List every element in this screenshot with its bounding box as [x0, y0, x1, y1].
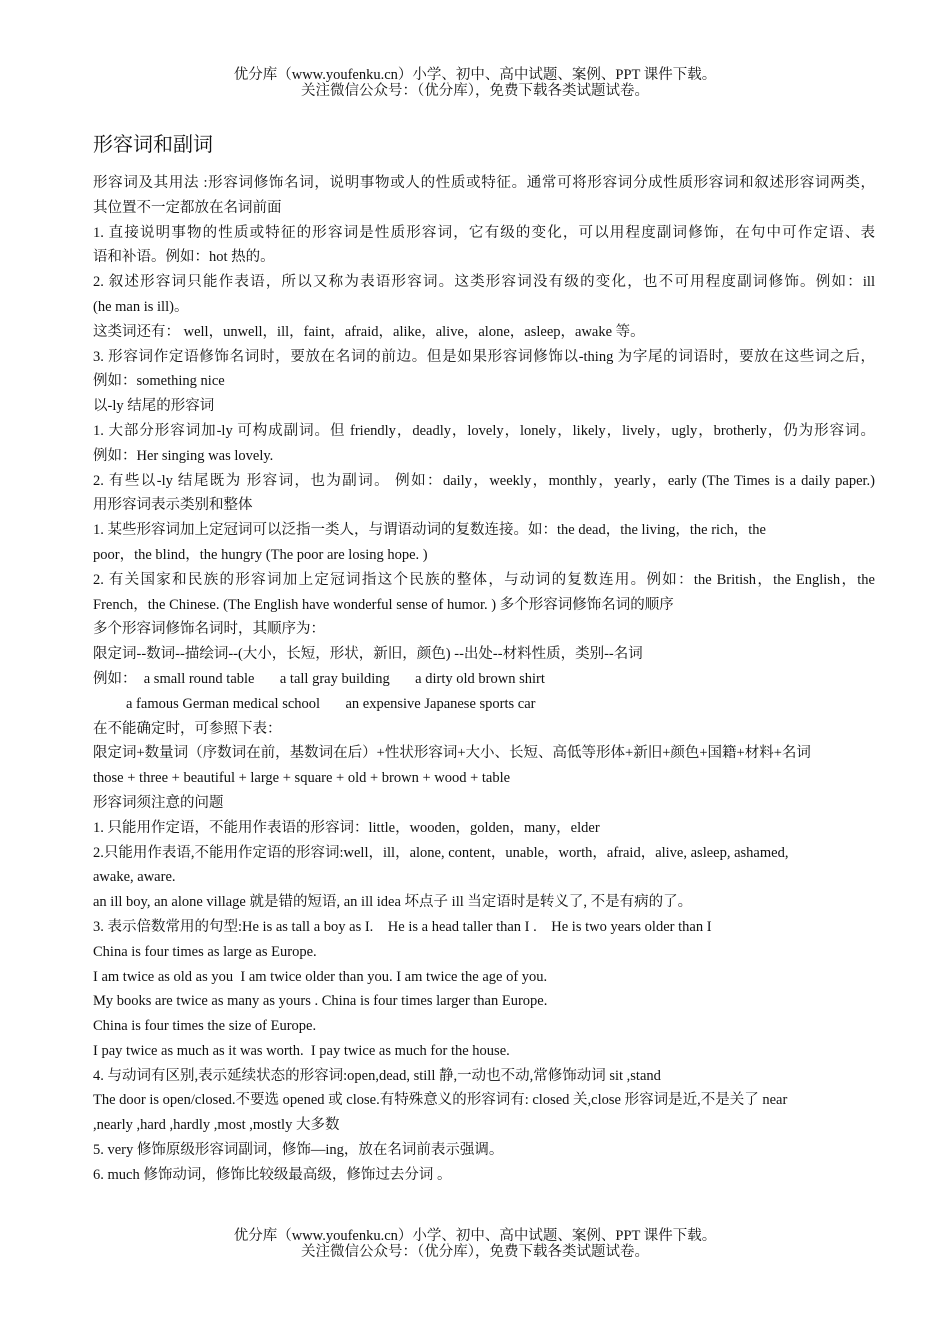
footer-line-1: 优分库（www.youfenku.cn）小学、初中、高中试题、案例、PPT 课件下载。: [233, 1228, 717, 1244]
text-line: I am twice as old as you I am twice older than you. I am twice the age of you.: [93, 968, 548, 985]
text-line: 1. 大部分形容词加-ly 可构成副词。但 friendly，deadly，lovely，lonely，likely，lively，ugly，brotherly，仍为形容词。: [93, 422, 875, 439]
example-line: a famous German medical school an expensive Japanese sports car: [126, 695, 536, 712]
text-line: 2. 有关国家和民族的形容词加上定冠词指这个民族的整体，与动词的复数连用。例如：the British，the English，the: [93, 571, 875, 588]
text-line: an ill boy, an alone village 就是错的短语, an ill idea 坏点子 ill 当定语时是转义了, 不是有病的了。: [93, 894, 693, 911]
text-line: 其位置不一定都放在名词前面: [93, 199, 282, 216]
text-line: I pay twice as much as it was worth. I pay twice as much for the house.: [93, 1042, 510, 1059]
document-body: [93, 171, 875, 1188]
text-line: 这类词还有： well，unwell，ill，faint，afraid，alike，alive，alone，asleep，awake 等。: [93, 323, 645, 340]
section-heading: 用形容词表示类别和整体: [93, 497, 253, 514]
text-line: 3. 形容词作定语修饰名词时，要放在名词的前边。但是如果形容词修饰以-thing 为字尾的词语时，要放在这些词之后，: [93, 348, 875, 365]
text-line: 限定词--数词--描绘词--(大小，长短，形状，新旧，颜色) --出处--材料性质，类别--名词: [93, 646, 643, 663]
header-line-1: 优分库（www.youfenku.cn）小学、初中、高中试题、案例、PPT 课件下载。: [233, 67, 717, 83]
text-line: 1. 某些形容词加上定冠词可以泛指一类人，与谓语动词的复数连接。如：the dead，the living，the rich，the: [93, 522, 766, 539]
text-line: China is four times the size of Europe.: [93, 1018, 317, 1035]
text-line: 4. 与动词有区别,表示延续状态的形容词:open,dead, still 静,一动也不动,常修饰动词 sit ,stand: [93, 1067, 661, 1084]
section-heading: 以-ly 结尾的形容词: [93, 398, 215, 415]
text-line: 2. 叙述形容词只能作表语，所以又称为表语形容词。这类形容词没有级的变化，也不可用程度副词修饰。例如：ill: [93, 274, 875, 291]
footer-line-2: 关注微信公众号：（优分库），免费下载各类试题试卷。: [301, 1244, 649, 1260]
header-line-2: 关注微信公众号：（优分库），免费下载各类试题试卷。: [301, 83, 649, 99]
text-line: 在不能确定时，可参照下表：: [93, 720, 282, 737]
example-line: 例如： a small round table a tall gray building a dirty old brown shirt: [93, 670, 545, 687]
page-header: [0, 67, 950, 99]
text-line: 5. very 修饰原级形容词副词，修饰—ing，放在名词前表示强调。: [93, 1142, 504, 1159]
text-line: awake, aware.: [93, 869, 176, 886]
text-line: 1. 只能用作定语，不能用作表语的形容词：little，wooden，golden，many，elder: [93, 819, 600, 836]
document-title: 形容词和副词: [93, 134, 213, 156]
text-line: 2. 有些以-ly 结尾既为 形容词，也为副词。 例如：daily，weekly，monthly，yearly，early (The Times is a daily paper.): [93, 472, 875, 489]
text-line: 1. 直接说明事物的性质或特征的形容词是性质形容词，它有级的变化，可以用程度副词修饰，在句中可作定语、表: [93, 224, 875, 241]
text-line: 例如：Her singing was lovely.: [93, 447, 274, 464]
text-line: The door is open/closed.不要选 opened 或 close.有特殊意义的形容词有: closed 关,close 形容词是近,不是关了 near: [93, 1092, 788, 1109]
text-line: 2.只能用作表语,不能用作定语的形容词:well，ill，alone, content，unable，worth，afraid，alive, asleep, ashamed,: [93, 844, 789, 861]
text-line: 3. 表示倍数常用的句型:He is as tall a boy as I. He is a head taller than I . He is two years older than I: [93, 918, 712, 935]
section-heading: 形容词须注意的问题: [93, 794, 224, 811]
text-line: (he man is ill)。: [93, 298, 189, 315]
text-line: 限定词+数量词（序数词在前，基数词在后）+性状形容词+大小、长短、高低等形体+新旧+颜色+国籍+材料+名词: [93, 745, 811, 762]
text-line: China is four times as large as Europe.: [93, 943, 317, 960]
text-line: 形容词及其用法 :形容词修饰名词，说明事物或人的性质或特征。通常可将形容词分成性质形容词和叙述形容词两类，: [93, 175, 875, 191]
text-line: French，the Chinese. (The English have wonderful sense of humor. ) 多个形容词修饰名词的顺序: [93, 596, 674, 613]
text-line: 多个形容词修饰名词时，其顺序为：: [93, 621, 325, 638]
text-line: those + three + beautiful + large + square + old + brown + wood + table: [93, 770, 511, 787]
text-line: My books are twice as many as yours . China is four times larger than Europe.: [93, 993, 548, 1010]
text-line: 语和补语。例如：hot 热的。: [93, 249, 275, 266]
text-line: 6. much 修饰动词，修饰比较级最高级，修饰过去分词 。: [93, 1166, 452, 1183]
page-footer: [0, 1228, 950, 1260]
text-line: ,nearly ,hard ,hardly ,most ,mostly 大多数: [93, 1117, 340, 1134]
text-line: poor，the blind，the hungry (The poor are losing hope. ): [93, 546, 428, 563]
text-line: 例如：something nice: [93, 373, 225, 390]
